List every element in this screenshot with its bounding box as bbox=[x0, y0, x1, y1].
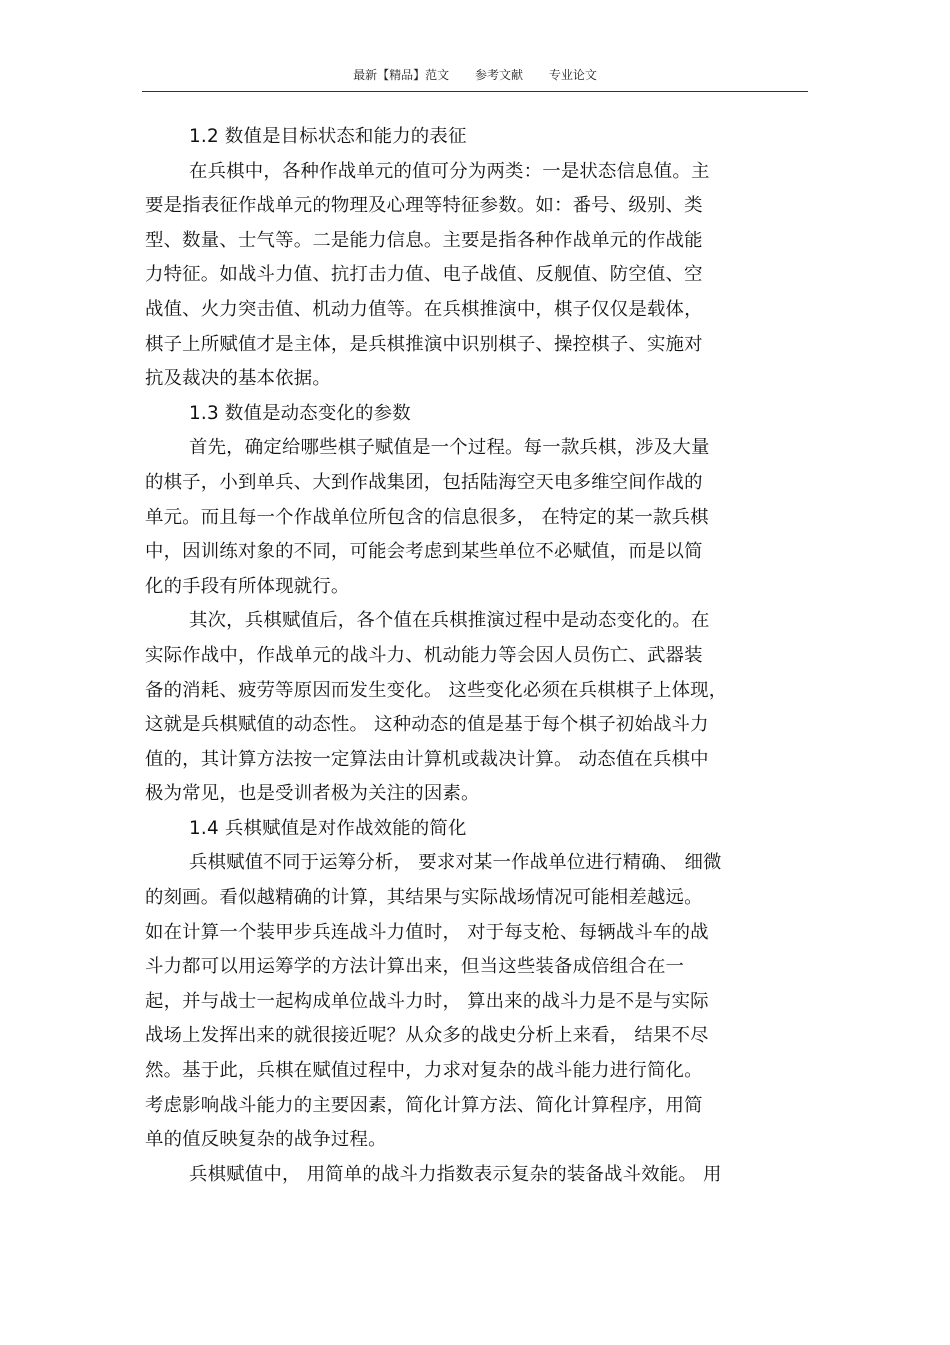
text-line: 其次，兵棋赋值后，各个值在兵棋推演过程中是动态变化的。在 bbox=[189, 610, 710, 632]
text-line: 实际作战中，作战单元的战斗力、机动能力等会因人员伤亡、武器装 bbox=[145, 644, 703, 666]
text-line: 考虑影响战斗能力的主要因素，简化计算方法、简化计算程序，用简 bbox=[145, 1094, 703, 1116]
text-line: 化的手段有所体现就行。 bbox=[145, 575, 350, 597]
text-line: 棋子上所赋值才是主体，是兵棋推演中识别棋子、操控棋子、实施对 bbox=[145, 333, 703, 355]
text-line: 要是指表征作战单元的物理及心理等特征参数。如：番号、级别、类 bbox=[145, 195, 703, 217]
text-line: 型、数量、士气等。二是能力信息。主要是指各种作战单元的作战能 bbox=[145, 229, 703, 251]
text-line: 的棋子，小到单兵、大到作战集团，包括陆海空天电多维空间作战的 bbox=[145, 471, 703, 493]
text-line: 兵棋赋值不同于运筹分析， 要求对某一作战单位进行精确、 细微 bbox=[189, 852, 722, 874]
header-divider bbox=[142, 91, 808, 92]
text-line: 这就是兵棋赋值的动态性。 这种动态的值是基于每个棋子初始战斗力 bbox=[145, 714, 709, 736]
text-line: 单的值反映复杂的战争过程。 bbox=[145, 1129, 387, 1151]
text-line: 1.4 兵棋赋值是对作战效能的简化 bbox=[189, 817, 467, 839]
page-header bbox=[142, 66, 808, 83]
text-line: 的刻画。看似越精确的计算，其结果与实际战场情况可能相差越远。 bbox=[145, 887, 703, 909]
text-line: 抗及裁决的基本依据。 bbox=[145, 368, 331, 390]
text-line: 1.3 数值是动态变化的参数 bbox=[189, 402, 411, 424]
text-line: 极为常见，也是受训者极为关注的因素。 bbox=[145, 783, 480, 805]
text-line: 斗力都可以用运筹学的方法计算出来，但当这些装备成倍组合在一 bbox=[145, 956, 685, 978]
text-line: 然。基于此，兵棋在赋值过程中，力求对复杂的战斗能力进行简化。 bbox=[145, 1060, 703, 1082]
text-line: 首先，确定给哪些棋子赋值是一个过程。每一款兵棋，涉及大量 bbox=[189, 437, 710, 459]
text-line: 单元。而且每一个作战单位所包含的信息很多， 在特定的某一款兵棋 bbox=[145, 506, 709, 528]
text-line: 在兵棋中，各种作战单元的值可分为两类：一是状态信息值。主 bbox=[189, 160, 710, 182]
header-item-references: 参考文献 bbox=[474, 68, 523, 82]
text-line: 中，因训练对象的不同，可能会考虑到某些单位不必赋值，而是以简 bbox=[145, 541, 703, 563]
text-line: 兵棋赋值中， 用简单的战斗力指数表示复杂的装备战斗效能。 用 bbox=[189, 1163, 722, 1185]
text-line: 起，并与战士一起构成单位战斗力时， 算出来的战斗力是不是与实际 bbox=[145, 990, 709, 1012]
header-item-papers: 专业论文 bbox=[548, 68, 597, 82]
text-line: 1.2 数值是目标状态和能力的表征 bbox=[189, 126, 467, 147]
text-line: 备的消耗、疲劳等原因而发生变化。 这些变化必须在兵棋棋子上体现， bbox=[145, 679, 728, 701]
header-item-latest: 最新【精品】范文 bbox=[353, 68, 450, 82]
text-line: 力特征。如战斗力值、抗打击力值、电子战值、反舰值、防空值、空 bbox=[145, 264, 703, 286]
text-line: 如在计算一个装甲步兵连战斗力值时， 对于每支枪、每辆战斗车的战 bbox=[145, 921, 709, 943]
document-body bbox=[145, 120, 810, 1192]
text-line: 战场上发挥出来的就很接近呢？从众多的战史分析上来看， 结果不尽 bbox=[145, 1025, 709, 1047]
text-line: 战值、火力突击值、机动力值等。在兵棋推演中，棋子仅仅是载体， bbox=[145, 298, 703, 320]
text-line: 值的，其计算方法按一定算法由计算机或裁决计算。 动态值在兵棋中 bbox=[145, 748, 709, 770]
